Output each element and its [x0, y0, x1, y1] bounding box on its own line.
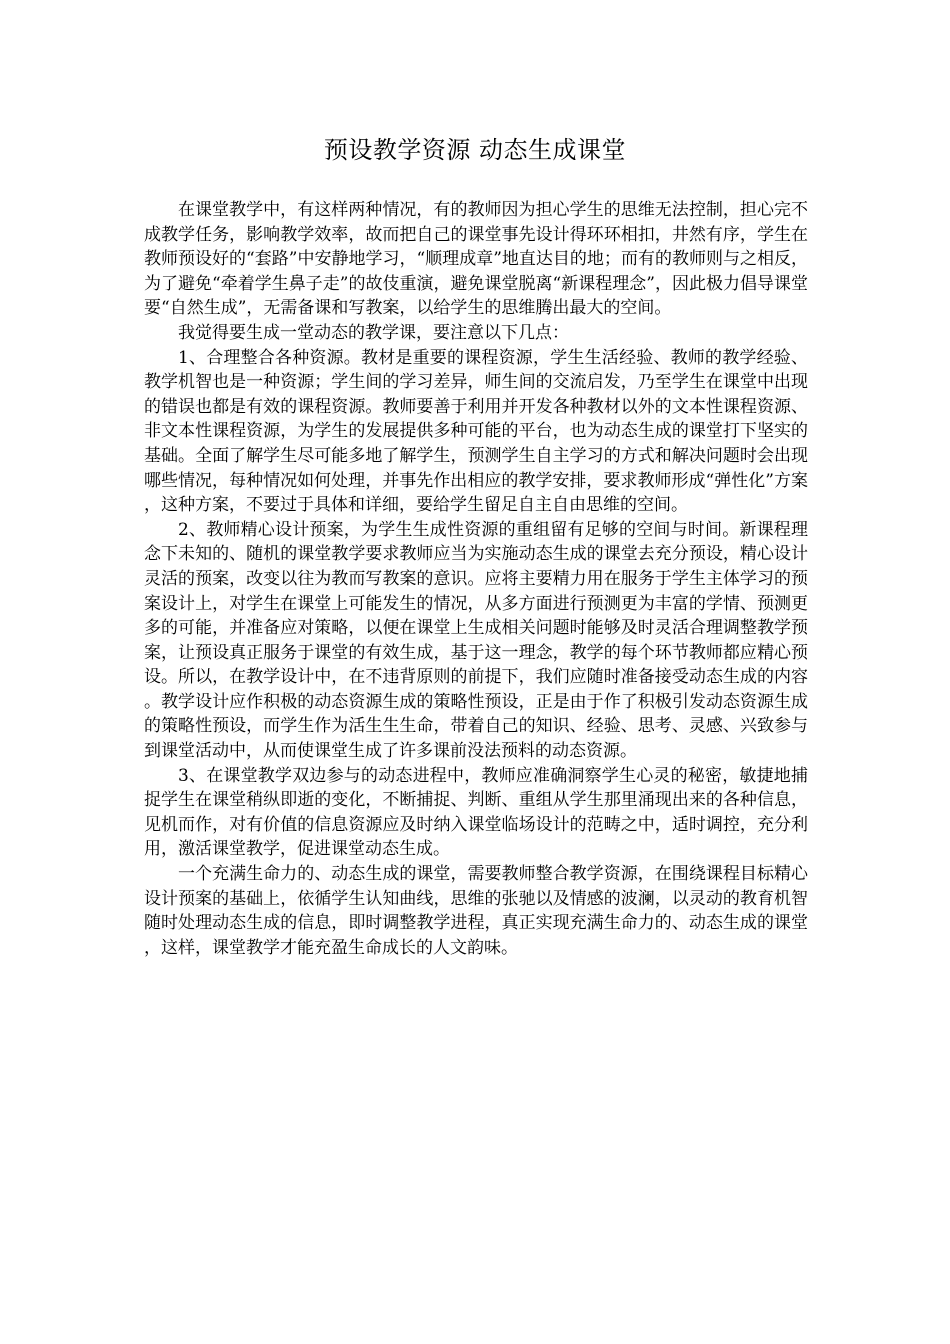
paragraph-points-lead: 我觉得要生成一堂动态的教学课，要注意以下几点：: [178, 322, 569, 343]
paragraph-intro: 在课堂教学中，有这样两种情况，有的教师因为担心学生的思维无法控制，担心完不成教学任务，影响教学效率，故而把自己的课堂事先设计得环环相扣，井然有序，学生在教师预设好的“套路”中安静地学习，“顺理成章”地直达目的地；而有的教师则与之相反，为了避免“牵着学生鼻子走”的故伎重演，避免课堂脱离“新课程理念”，因此极力倡导课堂要“自然生成”，无需备课和写教案，以给学生的思维腾出最大的空间。: [144, 200, 808, 319]
paragraph-point-2: 2、教师精心设计预案，为学生生成性资源的重组留有足够的空间与时间。新课程理念下未知的、随机的课堂教学要求教师应当为实施动态生成的课堂去充分预设，精心设计灵活的预案，改变以往为教而写教案的意识。应将主要精力用在服务于学生主体学习的预案设计上，对学生在课堂上可能发生的情况，从多方面进行预测更为丰富的学情、预测更多的可能，并准备应对策略，以便在课堂上生成相关问题时能够及时灵活合理调整教学预案，让预设真正服务于课堂的有效生成，基于这一理念，教学的每个环节教师都应精心预设。所以，在教学设计中，在不违背原则的前提下，我们应随时准备接受动态生成的内容。教学设计应作积极的动态资源生成的策略性预设，正是由于作了积极引发动态资源生成的策略性预设，而学生作为活生生生命，带着自己的知识、经验、思考、灵感、兴致参与到课堂活动中，从而使课堂生成了许多课前没法预料的动态资源。: [144, 519, 808, 762]
paragraph-point-1: 1、合理整合各种资源。教材是重要的课程资源，学生生活经验、教师的教学经验、教学机智也是一种资源；学生间的学习差异，师生间的交流启发，乃至学生在课堂中出现的错误也都是有效的课程资源。教师要善于利用并开发各种教材以外的文本性课程资源、非文本性课程资源，为学生的发展提供多种可能的平台，也为动态生成的课堂打下坚实的基础。全面了解学生尽可能多地了解学生，预测学生自主学习的方式和解决问题时会出现哪些情况，每种情况如何处理，并事先作出相应的教学安排，要求教师形成“弹性化”方案，这种方案，不要过于具体和详细，要给学生留足自主自由思维的空间。: [144, 347, 808, 516]
paragraph-point-3: 3、在课堂教学双边参与的动态进程中，教师应准确洞察学生心灵的秘密，敏捷地捕捉学生在课堂稍纵即逝的变化，不断捕捉、判断、重组从学生那里涌现出来的各种信息，见机而作，对有价值的信息资源应及时纳入课堂临场设计的范畴之中，适时调控，充分利用，激活课堂教学，促进课堂动态生成。: [144, 765, 808, 860]
document-body: [144, 198, 808, 960]
document-title: 预设教学资源 动态生成课堂: [323, 136, 627, 164]
paragraph-conclusion: 一个充满生命力的、动态生成的课堂，需要教师整合教学资源，在围绕课程目标精心设计预案的基础上，依循学生认知曲线，思维的张驰以及情感的波澜，以灵动的教育机智随时处理动态生成的信息，即时调整教学进程，真正实现充满生命力的、动态生成的课堂，这样，课堂教学才能充盈生命成长的人文韵味。: [144, 864, 808, 958]
